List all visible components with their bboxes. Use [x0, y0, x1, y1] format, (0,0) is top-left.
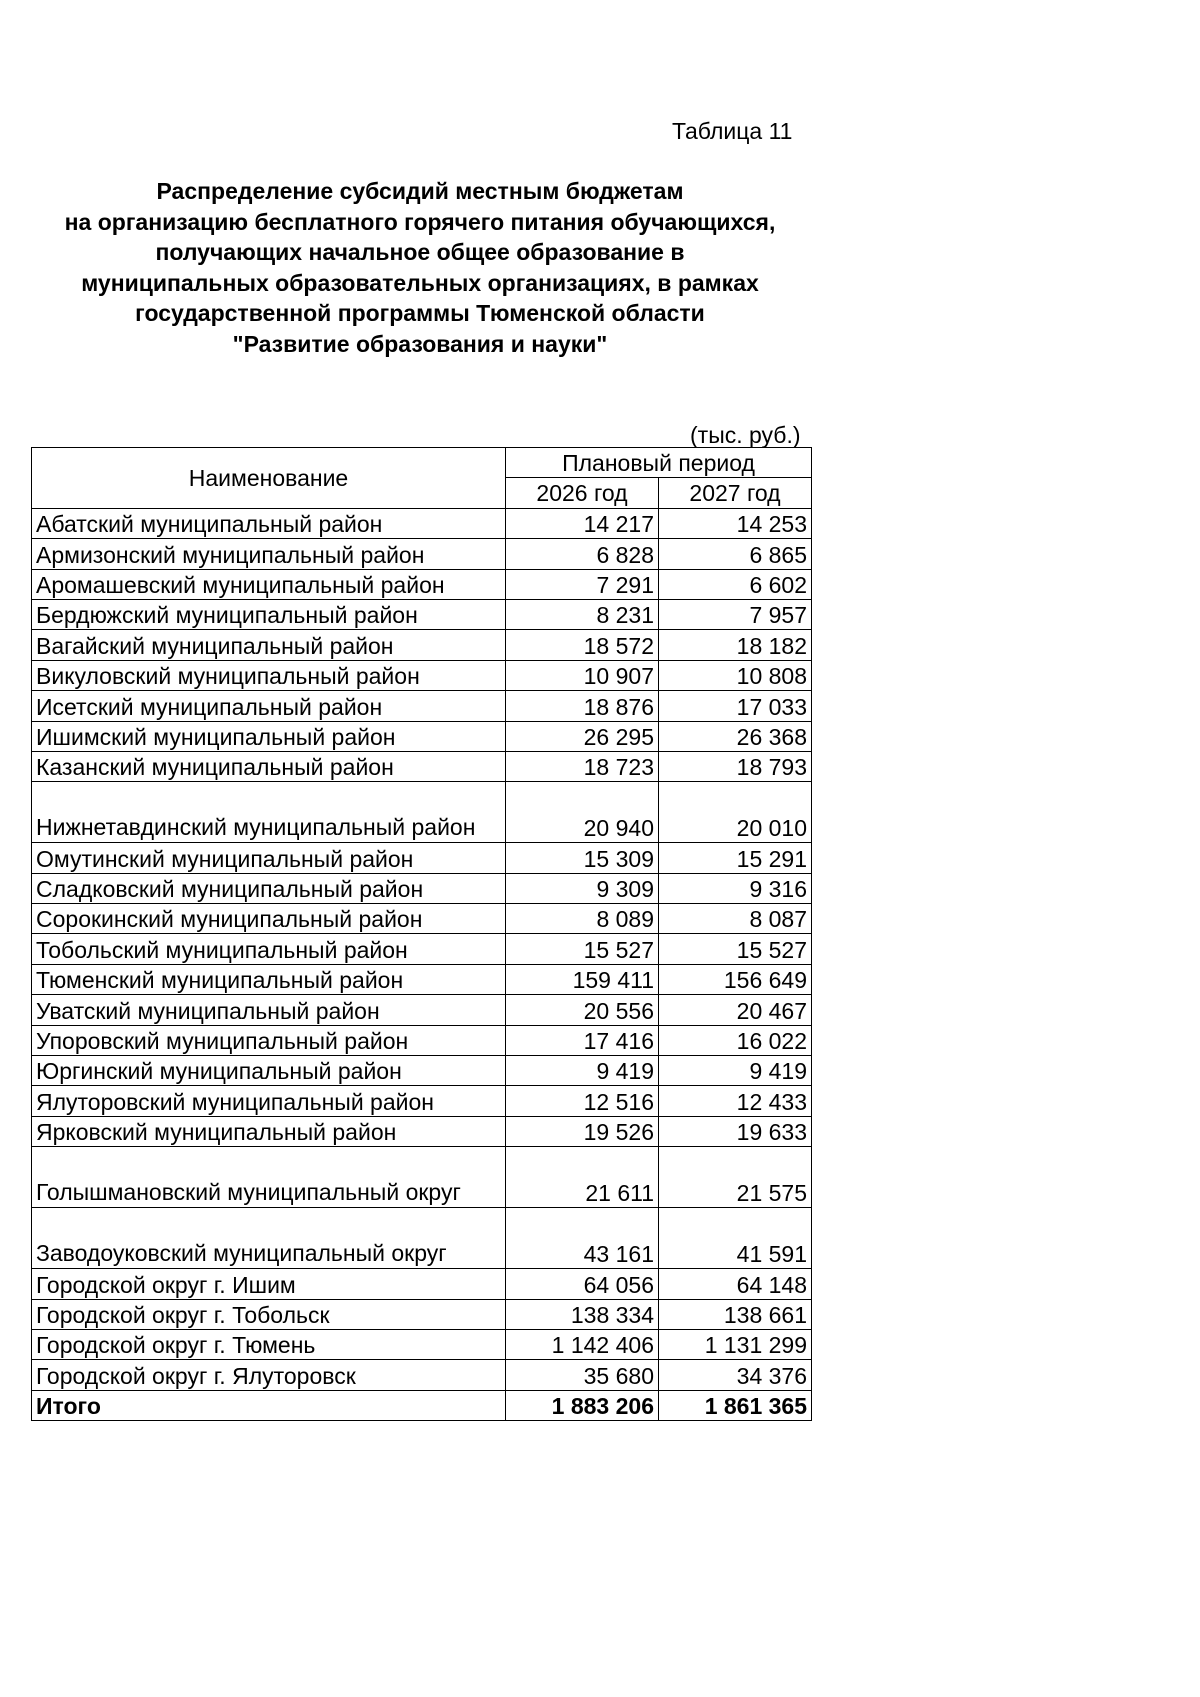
value-2027: 20 467: [659, 995, 812, 1025]
value-2027: 18 793: [659, 751, 812, 781]
municipality-name: Юргинский муниципальный район: [32, 1056, 506, 1086]
table-row: [32, 934, 812, 964]
value-2027: 6 865: [659, 539, 812, 569]
table-row: [32, 964, 812, 994]
value-2026: 138 334: [506, 1299, 659, 1329]
table-row: [32, 1208, 812, 1269]
total-2026: 1 883 206: [506, 1390, 659, 1420]
value-2027: 9 316: [659, 873, 812, 903]
table-row: [32, 1269, 812, 1299]
value-2026: 15 309: [506, 843, 659, 873]
municipality-name: Голышмановский муниципальный округ: [32, 1147, 506, 1208]
municipality-name: Городской округ г. Тюмень: [32, 1329, 506, 1359]
table-row: [32, 995, 812, 1025]
table-row: [32, 569, 812, 599]
table-row: [32, 1086, 812, 1116]
table-row: [32, 630, 812, 660]
value-2026: 21 611: [506, 1147, 659, 1208]
value-2027: 8 087: [659, 904, 812, 934]
table-row: [32, 873, 812, 903]
value-2026: 17 416: [506, 1025, 659, 1055]
title-line: получающих начальное общее образование в: [155, 239, 685, 265]
table-row: [32, 721, 812, 751]
value-2026: 18 572: [506, 630, 659, 660]
table-row: [32, 782, 812, 843]
municipality-name: Ишимский муниципальный район: [32, 721, 506, 751]
title-line: государственной программы Тюменской области: [135, 300, 705, 326]
column-header-name: Наименование: [32, 448, 506, 509]
value-2027: 7 957: [659, 599, 812, 629]
value-2027: 9 419: [659, 1056, 812, 1086]
municipality-name: Армизонский муниципальный район: [32, 539, 506, 569]
title-line: муниципальных образовательных организациях, в рамках: [81, 269, 759, 296]
value-2027: 26 368: [659, 721, 812, 751]
value-2027: 41 591: [659, 1208, 812, 1269]
table-row: [32, 660, 812, 690]
municipality-name: Уватский муниципальный район: [32, 995, 506, 1025]
table-row: [32, 1056, 812, 1086]
value-2027: 15 527: [659, 934, 812, 964]
municipality-name: Казанский муниципальный район: [32, 751, 506, 781]
value-2026: 18 723: [506, 751, 659, 781]
municipality-name: Тюменский муниципальный район: [32, 964, 506, 994]
value-2026: 159 411: [506, 964, 659, 994]
value-2027: 20 010: [659, 782, 812, 843]
value-2026: 9 309: [506, 873, 659, 903]
column-header-period: Плановый период: [506, 448, 812, 478]
municipality-name: Заводоуковский муниципальный округ: [32, 1208, 506, 1269]
municipality-name: Городской округ г. Ишим: [32, 1269, 506, 1299]
title-line: Распределение субсидий местным бюджетам: [156, 178, 684, 204]
value-2026: 20 940: [506, 782, 659, 843]
value-2027: 21 575: [659, 1147, 812, 1208]
value-2027: 16 022: [659, 1025, 812, 1055]
total-row: [32, 1390, 812, 1420]
value-2027: 19 633: [659, 1116, 812, 1146]
column-header-year-2027: 2027 год: [659, 478, 812, 508]
units-label: (тыс. руб.): [690, 422, 801, 448]
municipality-name: Ялуторовский муниципальный район: [32, 1086, 506, 1116]
table-row: [32, 1360, 812, 1390]
value-2026: 64 056: [506, 1269, 659, 1299]
value-2026: 6 828: [506, 539, 659, 569]
municipality-name: Исетский муниципальный район: [32, 691, 506, 721]
municipality-name: Ярковский муниципальный район: [32, 1116, 506, 1146]
value-2027: 18 182: [659, 630, 812, 660]
subsidy-table: [31, 447, 812, 1421]
value-2026: 18 876: [506, 691, 659, 721]
value-2026: 19 526: [506, 1116, 659, 1146]
value-2027: 64 148: [659, 1269, 812, 1299]
municipality-name: Вагайский муниципальный район: [32, 630, 506, 660]
title-line: на организацию бесплатного горячего питания обучающихся,: [64, 208, 776, 235]
municipality-name: Абатский муниципальный район: [32, 508, 506, 538]
value-2026: 8 089: [506, 904, 659, 934]
value-2026: 8 231: [506, 599, 659, 629]
value-2026: 10 907: [506, 660, 659, 690]
value-2026: 7 291: [506, 569, 659, 599]
table-header: [32, 448, 812, 509]
table-row: [32, 691, 812, 721]
table-row: [32, 843, 812, 873]
table-row: [32, 539, 812, 569]
value-2027: 1 131 299: [659, 1329, 812, 1359]
value-2026: 14 217: [506, 508, 659, 538]
value-2026: 9 419: [506, 1056, 659, 1086]
value-2027: 34 376: [659, 1360, 812, 1390]
value-2027: 12 433: [659, 1086, 812, 1116]
value-2026: 35 680: [506, 1360, 659, 1390]
municipality-name: Викуловский муниципальный район: [32, 660, 506, 690]
table-row: [32, 904, 812, 934]
value-2027: 156 649: [659, 964, 812, 994]
table-row: [32, 751, 812, 781]
value-2027: 14 253: [659, 508, 812, 538]
table-row: [32, 1299, 812, 1329]
table-row: [32, 508, 812, 538]
municipality-name: Бердюжский муниципальный район: [32, 599, 506, 629]
table-number: Таблица 11: [672, 118, 793, 144]
document-title: [30, 176, 810, 359]
value-2026: 26 295: [506, 721, 659, 751]
value-2026: 12 516: [506, 1086, 659, 1116]
total-label: Итого: [32, 1390, 506, 1420]
table-row: [32, 1329, 812, 1359]
value-2026: 20 556: [506, 995, 659, 1025]
column-header-year-2026: 2026 год: [506, 478, 659, 508]
municipality-name: Тобольский муниципальный район: [32, 934, 506, 964]
municipality-name: Городской округ г. Ялуторовск: [32, 1360, 506, 1390]
table-row: [32, 1116, 812, 1146]
municipality-name: Упоровский муниципальный район: [32, 1025, 506, 1055]
table-row: [32, 1025, 812, 1055]
table-body: [32, 508, 812, 1390]
municipality-name: Нижнетавдинский муниципальный район: [32, 782, 506, 843]
value-2026: 15 527: [506, 934, 659, 964]
value-2027: 138 661: [659, 1299, 812, 1329]
value-2026: 1 142 406: [506, 1329, 659, 1359]
title-line: "Развитие образования и науки": [232, 330, 608, 357]
municipality-name: Аромашевский муниципальный район: [32, 569, 506, 599]
value-2027: 17 033: [659, 691, 812, 721]
value-2027: 6 602: [659, 569, 812, 599]
municipality-name: Городской округ г. Тобольск: [32, 1299, 506, 1329]
value-2027: 15 291: [659, 843, 812, 873]
municipality-name: Сладковский муниципальный район: [32, 873, 506, 903]
value-2027: 10 808: [659, 660, 812, 690]
value-2026: 43 161: [506, 1208, 659, 1269]
table-row: [32, 1147, 812, 1208]
total-2027: 1 861 365: [659, 1390, 812, 1420]
table-row: [32, 599, 812, 629]
municipality-name: Сорокинский муниципальный район: [32, 904, 506, 934]
municipality-name: Омутинский муниципальный район: [32, 843, 506, 873]
